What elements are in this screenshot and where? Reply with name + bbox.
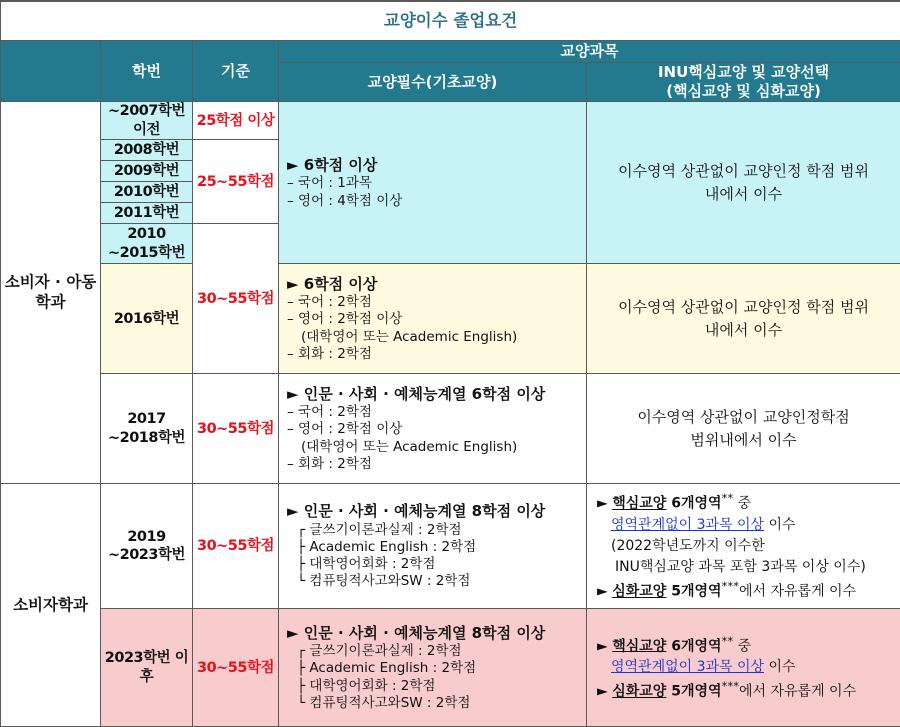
year-2010-2015: 2010 ~2015학번 bbox=[101, 224, 193, 264]
deep-tail: 에서 자유롭게 이수 bbox=[739, 584, 856, 600]
header-inu-line2: (핵심교양 및 심화교양) bbox=[587, 82, 900, 101]
arrow-icon: ► bbox=[597, 584, 608, 600]
deep-label: 심화교양 bbox=[612, 684, 666, 700]
required-5-head: ► 인문 · 사회 · 예체능계열 8학점 이상 bbox=[287, 624, 578, 643]
deep-tail: 에서 자유롭게 이수 bbox=[739, 684, 856, 700]
inu-group-5 bbox=[587, 609, 900, 727]
deep-label: 심화교양 bbox=[612, 584, 666, 600]
year-2010: 2010학번 bbox=[101, 182, 193, 203]
standard-25-55: 25~55학점 bbox=[193, 140, 279, 224]
arrow-icon: ► bbox=[597, 496, 608, 512]
inu-group-2 bbox=[587, 264, 900, 374]
year-2011: 2011학번 bbox=[101, 203, 193, 224]
required-4-line: ┌ 글쓰기이론과실제 : 2학점 bbox=[287, 522, 578, 539]
arrow-icon: ► bbox=[597, 684, 608, 700]
required-2-line: – 국어 : 2학점 bbox=[287, 294, 578, 311]
note-line: (2022학년도까지 이수한 bbox=[597, 536, 890, 557]
inu-group-3 bbox=[587, 374, 900, 484]
required-5-line: ├ Academic English : 2학점 bbox=[287, 660, 578, 677]
required-5-line: ├ 대학영어회화 : 2학점 bbox=[287, 678, 578, 695]
required-group-2 bbox=[279, 264, 587, 374]
header-standard: 기준 bbox=[193, 41, 279, 102]
header-liberal-arts: 교양과목 bbox=[279, 41, 900, 63]
required-4-line: ├ 대학영어회화 : 2학점 bbox=[287, 556, 578, 573]
year-2016: 2016학번 bbox=[101, 264, 193, 374]
inu-1-line: 내에서 이수 bbox=[595, 183, 892, 206]
inu-group-1 bbox=[587, 102, 900, 264]
standard-30-55: 30~55학점 bbox=[193, 374, 279, 484]
header-inu-line1: INU핵심교양 및 교양선택 bbox=[587, 63, 900, 82]
year-2009: 2009학번 bbox=[101, 161, 193, 182]
year-2007-before: ~2007학번 이전 bbox=[101, 102, 193, 140]
deep-mark: *** bbox=[722, 579, 739, 593]
deep-count: 5개영역 bbox=[666, 684, 721, 700]
header-required: 교양필수(기초교양) bbox=[279, 63, 587, 102]
year-2008: 2008학번 bbox=[101, 140, 193, 161]
required-group-5 bbox=[279, 609, 587, 727]
required-2-line: – 회화 : 2학점 bbox=[287, 346, 578, 363]
required-5-line: └ 컴퓨팅적사고와SW : 2학점 bbox=[287, 695, 578, 712]
required-3-line: – 국어 : 2학점 bbox=[287, 404, 578, 421]
standard-30-55: 30~55학점 bbox=[193, 609, 279, 727]
dept-consumer-child: 소비자 · 아동학과 bbox=[1, 102, 101, 484]
dept-consumer: 소비자학과 bbox=[1, 484, 101, 727]
year-2019-2023: 2019 ~2023학번 bbox=[101, 484, 193, 609]
inu-3-line: 이수영역 상관없이 교양인정학점 bbox=[595, 406, 892, 429]
standard-30-55: 30~55학점 bbox=[193, 224, 279, 374]
inu-2-line: 내에서 이수 bbox=[595, 319, 892, 342]
required-2-line: – 영어 : 2학점 이상 bbox=[287, 311, 578, 328]
deep-count: 5개영역 bbox=[666, 584, 721, 600]
core-mark: ** bbox=[722, 634, 734, 648]
required-group-3 bbox=[279, 374, 587, 484]
required-2-head: ► 6학점 이상 bbox=[287, 275, 578, 294]
header-blank bbox=[1, 41, 101, 102]
required-3-line: – 영어 : 2학점 이상 bbox=[287, 421, 578, 438]
required-2-line: (대학영어 또는 Academic English) bbox=[287, 329, 578, 346]
year-2017-2018: 2017 ~2018학번 bbox=[101, 374, 193, 484]
required-5-line: ┌ 글쓰기이론과실제 : 2학점 bbox=[287, 643, 578, 660]
required-group-1 bbox=[279, 102, 587, 264]
core-tail: 중 bbox=[733, 496, 751, 512]
year-2023-after: 2023학번 이후 bbox=[101, 609, 193, 727]
required-4-line: ├ Academic English : 2학점 bbox=[287, 539, 578, 556]
core-link-tail: 이수 bbox=[764, 517, 796, 533]
required-4-line: └ 컴퓨팅적사고와SW : 2학점 bbox=[287, 573, 578, 590]
core-label: 핵심교양 bbox=[612, 496, 666, 512]
header-year: 학번 bbox=[101, 41, 193, 102]
core-count: 6개영역 bbox=[666, 638, 721, 654]
standard-25: 25학점 이상 bbox=[193, 102, 279, 140]
inu-3-line: 범위내에서 이수 bbox=[595, 429, 892, 452]
core-tail: 중 bbox=[733, 638, 751, 654]
header-inu bbox=[587, 63, 900, 102]
standard-30-55: 30~55학점 bbox=[193, 484, 279, 609]
required-4-head: ► 인문 · 사회 · 예체능계열 8학점 이상 bbox=[287, 502, 578, 521]
core-link[interactable]: 영역관계없이 3과목 이상 bbox=[611, 517, 764, 533]
table-title: 교양이수 졸업요건 bbox=[1, 1, 900, 41]
core-mark: ** bbox=[722, 491, 734, 505]
core-link-tail: 이수 bbox=[764, 659, 796, 675]
core-count: 6개영역 bbox=[666, 496, 721, 512]
required-1-line: – 영어 : 4학점 이상 bbox=[287, 193, 578, 210]
required-3-head: ► 인문 · 사회 · 예체능계열 6학점 이상 bbox=[287, 385, 578, 404]
inu-2-line: 이수영역 상관없이 교양인정 학점 범위 bbox=[595, 296, 892, 319]
core-link[interactable]: 영역관계없이 3과목 이상 bbox=[611, 659, 764, 675]
inu-group-4 bbox=[587, 484, 900, 609]
core-label: 핵심교양 bbox=[612, 638, 666, 654]
deep-mark: *** bbox=[722, 679, 739, 693]
required-3-line: (대학영어 또는 Academic English) bbox=[287, 439, 578, 456]
required-1-line: – 국어 : 1과목 bbox=[287, 175, 578, 192]
required-3-line: – 회화 : 2학점 bbox=[287, 456, 578, 473]
inu-1-line: 이수영역 상관없이 교양인정 학점 범위 bbox=[595, 160, 892, 183]
required-1-head: ► 6학점 이상 bbox=[287, 156, 578, 175]
required-group-4 bbox=[279, 484, 587, 609]
note-line: INU핵심교양 과목 포함 3과목 이상 이수) bbox=[597, 557, 890, 578]
arrow-icon: ► bbox=[597, 638, 608, 654]
